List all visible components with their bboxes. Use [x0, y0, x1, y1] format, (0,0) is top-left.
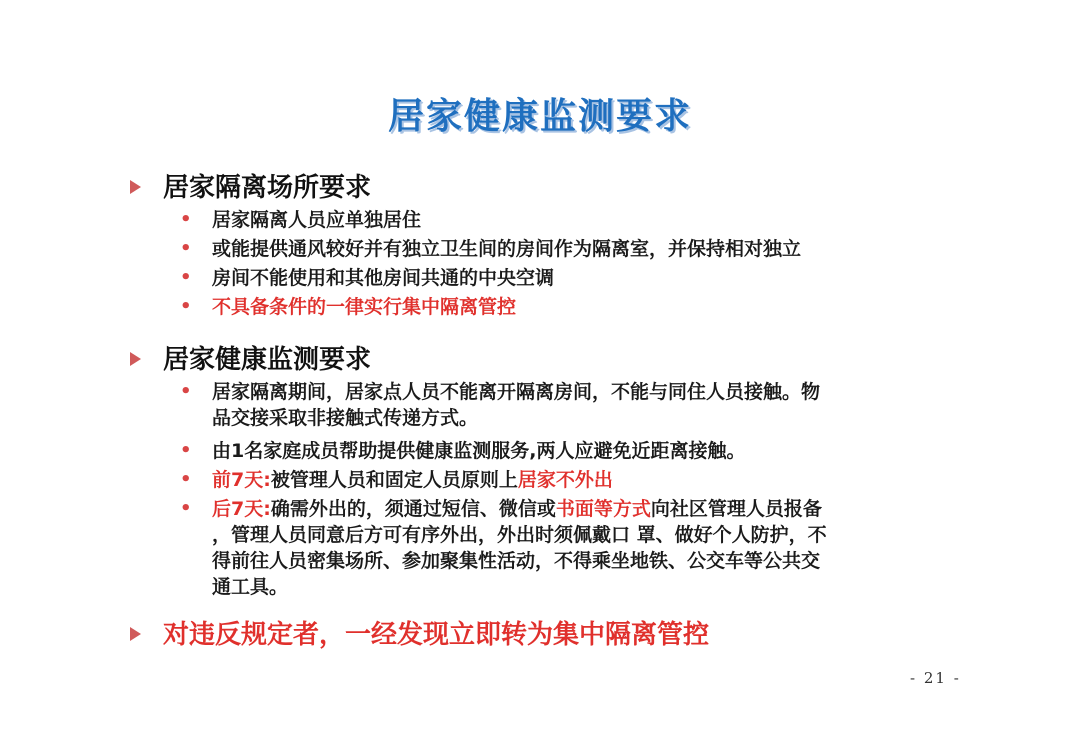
- day-range-label: 后7天:: [212, 498, 271, 520]
- bullet-dot-icon: •: [180, 296, 192, 317]
- bullet-dot-icon: •: [180, 469, 192, 490]
- highlight-text: 书面等方式: [555, 498, 651, 520]
- bullet-dot-icon: •: [180, 381, 192, 402]
- section-heading-text: 居家健康监测要求: [163, 345, 372, 375]
- final-warning: [130, 614, 709, 651]
- arrow-bullet-icon: [130, 627, 141, 641]
- list-item-text-highlight: 不具备条件的一律实行集中隔离管控: [212, 296, 517, 318]
- final-warning-text: 对违反规定者，一经发现立即转为集中隔离管控: [163, 620, 710, 650]
- bullet-dot-icon: •: [180, 209, 192, 230]
- list-item-text: 居家隔离期间，居家点人员不能离开隔离房间，不能与同住人员接触。物: [212, 381, 821, 403]
- list-item-body: 向社区管理人员报备: [650, 498, 822, 520]
- list-item-body: 被管理人员和固定人员原则上: [270, 469, 518, 491]
- bullet-dot-icon: •: [180, 238, 192, 259]
- list-item-body: 确需外出的，须通过短信、微信或: [270, 498, 556, 520]
- list-item-text: [212, 467, 613, 493]
- list-item-text: 通工具。: [212, 576, 289, 598]
- bullet-dot-icon: •: [180, 498, 192, 519]
- list-item-text: ，管理人员同意后方可有序外出，外出时须佩戴口 罩、做好个人防护，不: [212, 524, 827, 546]
- highlight-text: 居家不外出: [517, 469, 613, 491]
- bullet-dot-icon: •: [180, 440, 192, 461]
- arrow-bullet-icon: [130, 352, 141, 366]
- section-heading-health-monitoring: [130, 339, 371, 376]
- page-title: 居家健康监测要求: [387, 96, 692, 137]
- list-item-text: 居家隔离人员应单独居住: [212, 209, 422, 231]
- section-heading-text: 居家隔离场所要求: [163, 173, 372, 203]
- section-heading-isolation-place: [130, 167, 371, 204]
- page-number: - 21 -: [910, 669, 961, 687]
- list-item-text: 房间不能使用和其他房间共通的中央空调: [212, 267, 555, 289]
- list-item-text: 由1名家庭成员帮助提供健康监测服务,两人应避免近距离接触。: [212, 440, 746, 462]
- bullet-dot-icon: •: [180, 267, 192, 288]
- list-item-text: [212, 496, 822, 522]
- list-item-text: 得前往人员密集场所、参加聚集性活动，不得乘坐地铁、公交车等公共交: [212, 550, 821, 572]
- list-item-text: 或能提供通风较好并有独立卫生间的房间作为隔离室，并保持相对独立: [212, 238, 802, 260]
- arrow-bullet-icon: [130, 180, 141, 194]
- list-item-text: 品交接采取非接触式传递方式。: [212, 407, 479, 429]
- day-range-label: 前7天:: [212, 469, 271, 491]
